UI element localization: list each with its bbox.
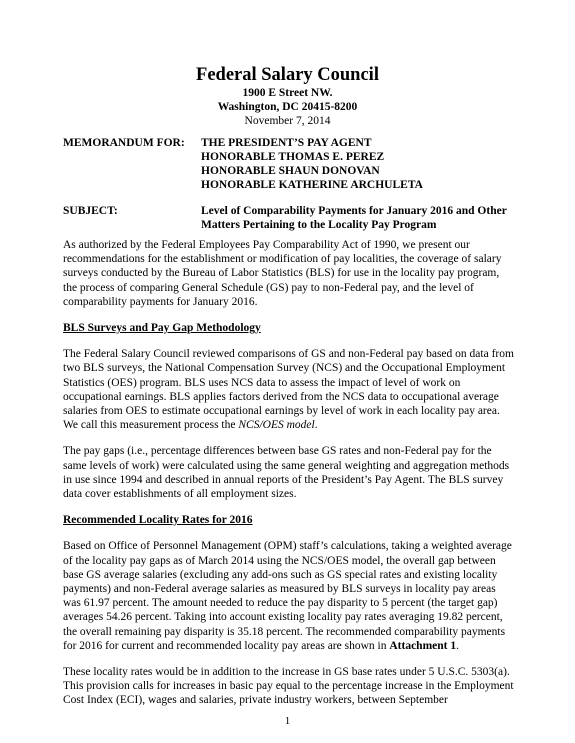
bls-paragraph-2: The pay gaps (i.e., percentage differences between base GS rates and non-Federal pay for the same levels of work) were calculated using the same general weighting and aggregation methods in use since 1994 and described in annual reports of the President’s Pay Agent. The BLS survey data cover establishments of all employment sizes. xyxy=(63,445,510,501)
memo-block xyxy=(63,136,523,232)
locality-paragraph-1-text: Based on Office of Personnel Management (OPM) staff’s calculations, taking a weighted average of the locality pay gaps as of March 2014 using the NCS/OES model, the overall gap between base GS average salaries (excluding any add-ons such as GS special rates and existing locality payments) and non-Federal average salaries as measured by BLS surveys in locality pay areas was 61.97 percent. The amount needed to reduce the pay disparity to 5 percent (the target gap) averages 54.26 percent. Taking into account existing locality pay rates averaging 19.82 percent, the overall remaining pay disparity is 35.18 percent. The recommended comparability payments for 2016 for current and recommended locality pay areas are shown in xyxy=(63,540,512,652)
subject-line: Matters Pertaining to the Locality Pay Program xyxy=(201,219,437,231)
subject-line: Level of Comparability Payments for January 2016 and Other xyxy=(201,205,507,217)
locality-paragraph-1 xyxy=(63,539,515,653)
locality-paragraph-1-end: . xyxy=(456,639,459,652)
section-heading-bls: BLS Surveys and Pay Gap Methodology xyxy=(63,322,261,335)
section-heading-locality-rates: Recommended Locality Rates for 2016 xyxy=(63,514,253,527)
locality-paragraph-2: These locality rates would be in addition to the increase in GS base rates under 5 U.S.C. 5303(a). This provision calls for increases in basic pay equal to the percentage increase in the Employment Cost Index (ECI), wages and salaries, private industry workers, between September xyxy=(63,666,514,707)
memo-for-label: MEMORANDUM FOR: xyxy=(63,137,185,149)
council-title: Federal Salary Council xyxy=(196,65,379,85)
recipient: HONORABLE SHAUN DONOVAN xyxy=(201,165,380,177)
intro-paragraph: As authorized by the Federal Employees Pay Comparability Act of 1990, we present our recommendations for the establishment or modification of pay localities, the coverage of salary surveys conducted by the Bureau of Labor Statistics (BLS) for use in the locality pay program, the process of comparing General Schedule (GS) pay to non-Federal pay, and the level of comparability payments for January 2016. xyxy=(63,239,502,308)
page-number: 1 xyxy=(284,715,291,727)
recipient: HONORABLE KATHERINE ARCHULETA xyxy=(201,179,423,191)
city-address: Washington, DC 20415-8200 xyxy=(217,101,358,113)
memo-date: November 7, 2014 xyxy=(244,115,331,127)
subject-text xyxy=(201,204,507,232)
bls-paragraph-1-text: The Federal Salary Council reviewed comparisons of GS and non-Federal pay based on data from two BLS surveys, the National Compensation Survey (NCS) and the Occupational Employment Statistics (OES) program. BLS uses NCS data to assess the impact of level of work on occupational earnings. BLS applies factors derived from the NCS data to occupational average salaries from OES to estimate occupational earnings by level of work in each locality pay area. We call this measurement process the xyxy=(63,348,514,432)
attachment-reference: Attachment 1 xyxy=(389,639,457,652)
ncs-oes-model-term: NCS/OES model xyxy=(238,419,315,432)
memo-for-row xyxy=(63,136,523,192)
subject-row xyxy=(63,204,523,232)
letterhead xyxy=(0,64,575,128)
subject-label: SUBJECT: xyxy=(63,205,118,217)
memo-body xyxy=(63,238,515,720)
bls-paragraph-1-end: . xyxy=(314,419,318,432)
recipient-list xyxy=(201,136,423,192)
street-address: 1900 E Street NW. xyxy=(242,87,333,99)
recipient: THE PRESIDENT’S PAY AGENT xyxy=(201,137,372,149)
recipient: HONORABLE THOMAS E. PEREZ xyxy=(201,151,385,163)
bls-paragraph-1 xyxy=(63,347,515,432)
